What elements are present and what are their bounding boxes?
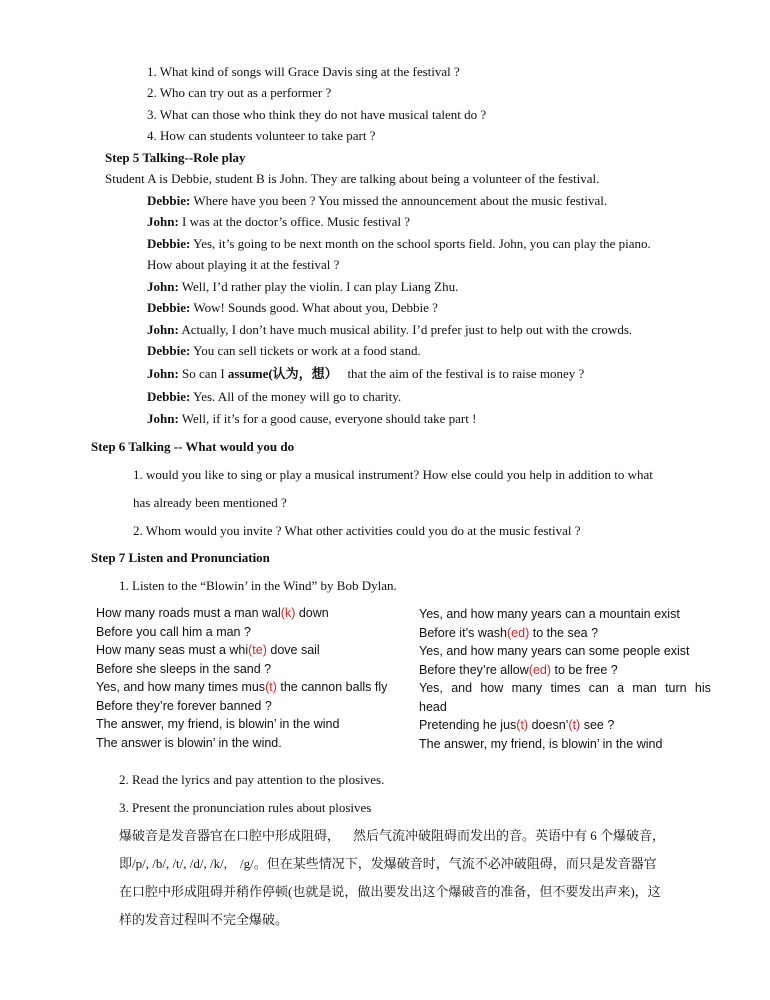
step7-item-2: 2. Read the lyrics and pay attention to the plosives. [119, 772, 385, 787]
speaker-label: John: [147, 214, 179, 229]
lyric-line: Yes, and how many times can a man turn his [419, 681, 711, 695]
lyric-line: The answer, my friend, is blowin’ in the wind [96, 717, 340, 731]
speaker-label: John: [147, 366, 179, 381]
dialogue-text: Actually, I don’t have much musical ability. I’d prefer just to help out with the crowds. [178, 322, 633, 337]
dialogue-text: that the aim of the festival is to raise money ? [337, 366, 585, 381]
step5-heading: Step 5 Talking--Role play [105, 150, 246, 165]
question-2: 2. Who can try out as a performer ? [147, 85, 332, 100]
chinese-paragraph-line: 爆破音是发音器官在口腔中形成阻碍， 然后气流冲破阻碍而发出的音。英语中有 6 个爆破音， [119, 828, 666, 843]
lyric-line: Before they’re allow(ed) to be free ? [419, 662, 618, 677]
step7-heading: Step 7 Listen and Pronunciation [91, 550, 270, 565]
speaker-label: John: [147, 411, 179, 426]
speaker-label: Debbie: [147, 343, 191, 358]
dialogue-line [147, 366, 584, 382]
dialogue-text: Yes. All of the money will go to charity. [190, 389, 402, 404]
step6-line: has already been mentioned ? [133, 495, 287, 510]
lyric-line: Before they’re forever banned ? [96, 698, 272, 713]
dialogue-text: How about playing it at the festival ? [147, 257, 340, 272]
lyric-line: How many seas must a whi(te) dove sail [96, 643, 320, 657]
lyric-line: Before she sleeps in the sand ? [96, 661, 272, 676]
dialogue-text: Well, if it’s for a good cause, everyone should take part ! [178, 411, 477, 426]
dialogue-text: You can sell tickets or work at a food stand. [190, 343, 421, 358]
lyric-line: Before you call him a man ? [96, 624, 251, 639]
dialogue-text: Wow! Sounds good. What about you, Debbie ? [190, 300, 438, 315]
lyric-line: How many roads must a man wal(k) down [96, 606, 329, 620]
lyric-line: Yes, and how many years can a mountain exist [419, 607, 680, 621]
lyric-line: Before it’s wash(ed) to the sea ? [419, 625, 599, 640]
lyric-line: head [419, 699, 447, 714]
lyric-line: Yes, and how many years can some people exist [419, 644, 690, 658]
dialogue-line [147, 236, 651, 252]
dialogue-line [147, 300, 438, 316]
step7-item-3: 3. Present the pronunciation rules about plosives [119, 800, 372, 815]
dialogue-line [147, 343, 421, 359]
dialogue-line [147, 279, 458, 295]
speaker-label: John: [147, 279, 179, 294]
dialogue-line [147, 322, 632, 338]
dialogue-text: Yes, it’s going to be next month on the school sports field. John, you can play the piano. [190, 236, 651, 251]
speaker-label: Debbie: [147, 389, 191, 404]
step7-item-1: 1. Listen to the “Blowin’ in the Wind” by Bob Dylan. [119, 578, 397, 593]
chinese-paragraph-line: 即/p/, /b/, /t/, /d/, /k/, /g/。但在某些情况下，发爆破音时，气流不必冲破阻碍，而只是发音器官 [119, 856, 657, 871]
lyrics-left-column [96, 604, 387, 752]
lyric-line: Pretending he jus(t) doesn’(t) see ? [419, 718, 615, 732]
lyric-line: Yes, and how many times mus(t) the cannon balls fly [96, 680, 388, 694]
dialogue-line [147, 214, 410, 230]
chinese-paragraph-line: 在口腔中形成阻碍并稍作停顿(也就是说，做出要发出这个爆破音的准备，但不要发出声来)，这 [119, 884, 661, 899]
dialogue-line [147, 193, 607, 209]
dialogue-line [147, 389, 401, 405]
dialogue-text: Where have you been ? You missed the announcement about the music festival. [190, 193, 608, 208]
question-4: 4. How can students volunteer to take part ? [147, 128, 376, 143]
lyric-line: The answer is blowin’ in the wind. [96, 735, 282, 750]
speaker-label: Debbie: [147, 193, 191, 208]
speaker-label: John: [147, 322, 179, 337]
dialogue-text: So can I [178, 366, 228, 381]
dialogue-text: I was at the doctor’s office. Music festival ? [178, 214, 411, 229]
chinese-paragraph-line: 样的发音过程叫不完全爆破。 [119, 912, 289, 927]
question-1: 1. What kind of songs will Grace Davis sing at the festival ? [147, 64, 460, 79]
speaker-label: Debbie: [147, 236, 191, 251]
speaker-label: Debbie: [147, 300, 191, 315]
step5-intro: Student A is Debbie, student B is John. They are talking about being a volunteer of the festival. [105, 171, 600, 186]
step6-line: 1. would you like to sing or play a musical instrument? How else could you help in addition to what [133, 467, 653, 482]
dialogue-text: Well, I’d rather play the violin. I can play Liang Zhu. [178, 279, 459, 294]
vocab-word: assume(认为，想） [227, 366, 338, 381]
lyrics-right-column [419, 605, 711, 753]
step6-heading: Step 6 Talking -- What would you do [91, 439, 295, 454]
question-3: 3. What can those who think they do not have musical talent do ? [147, 107, 487, 122]
step6-line: 2. Whom would you invite ? What other activities could you do at the music festival ? [133, 523, 581, 538]
dialogue-line [147, 411, 476, 427]
dialogue-line [147, 257, 339, 273]
lyric-line: The answer, my friend, is blowin’ in the wind [419, 736, 663, 751]
